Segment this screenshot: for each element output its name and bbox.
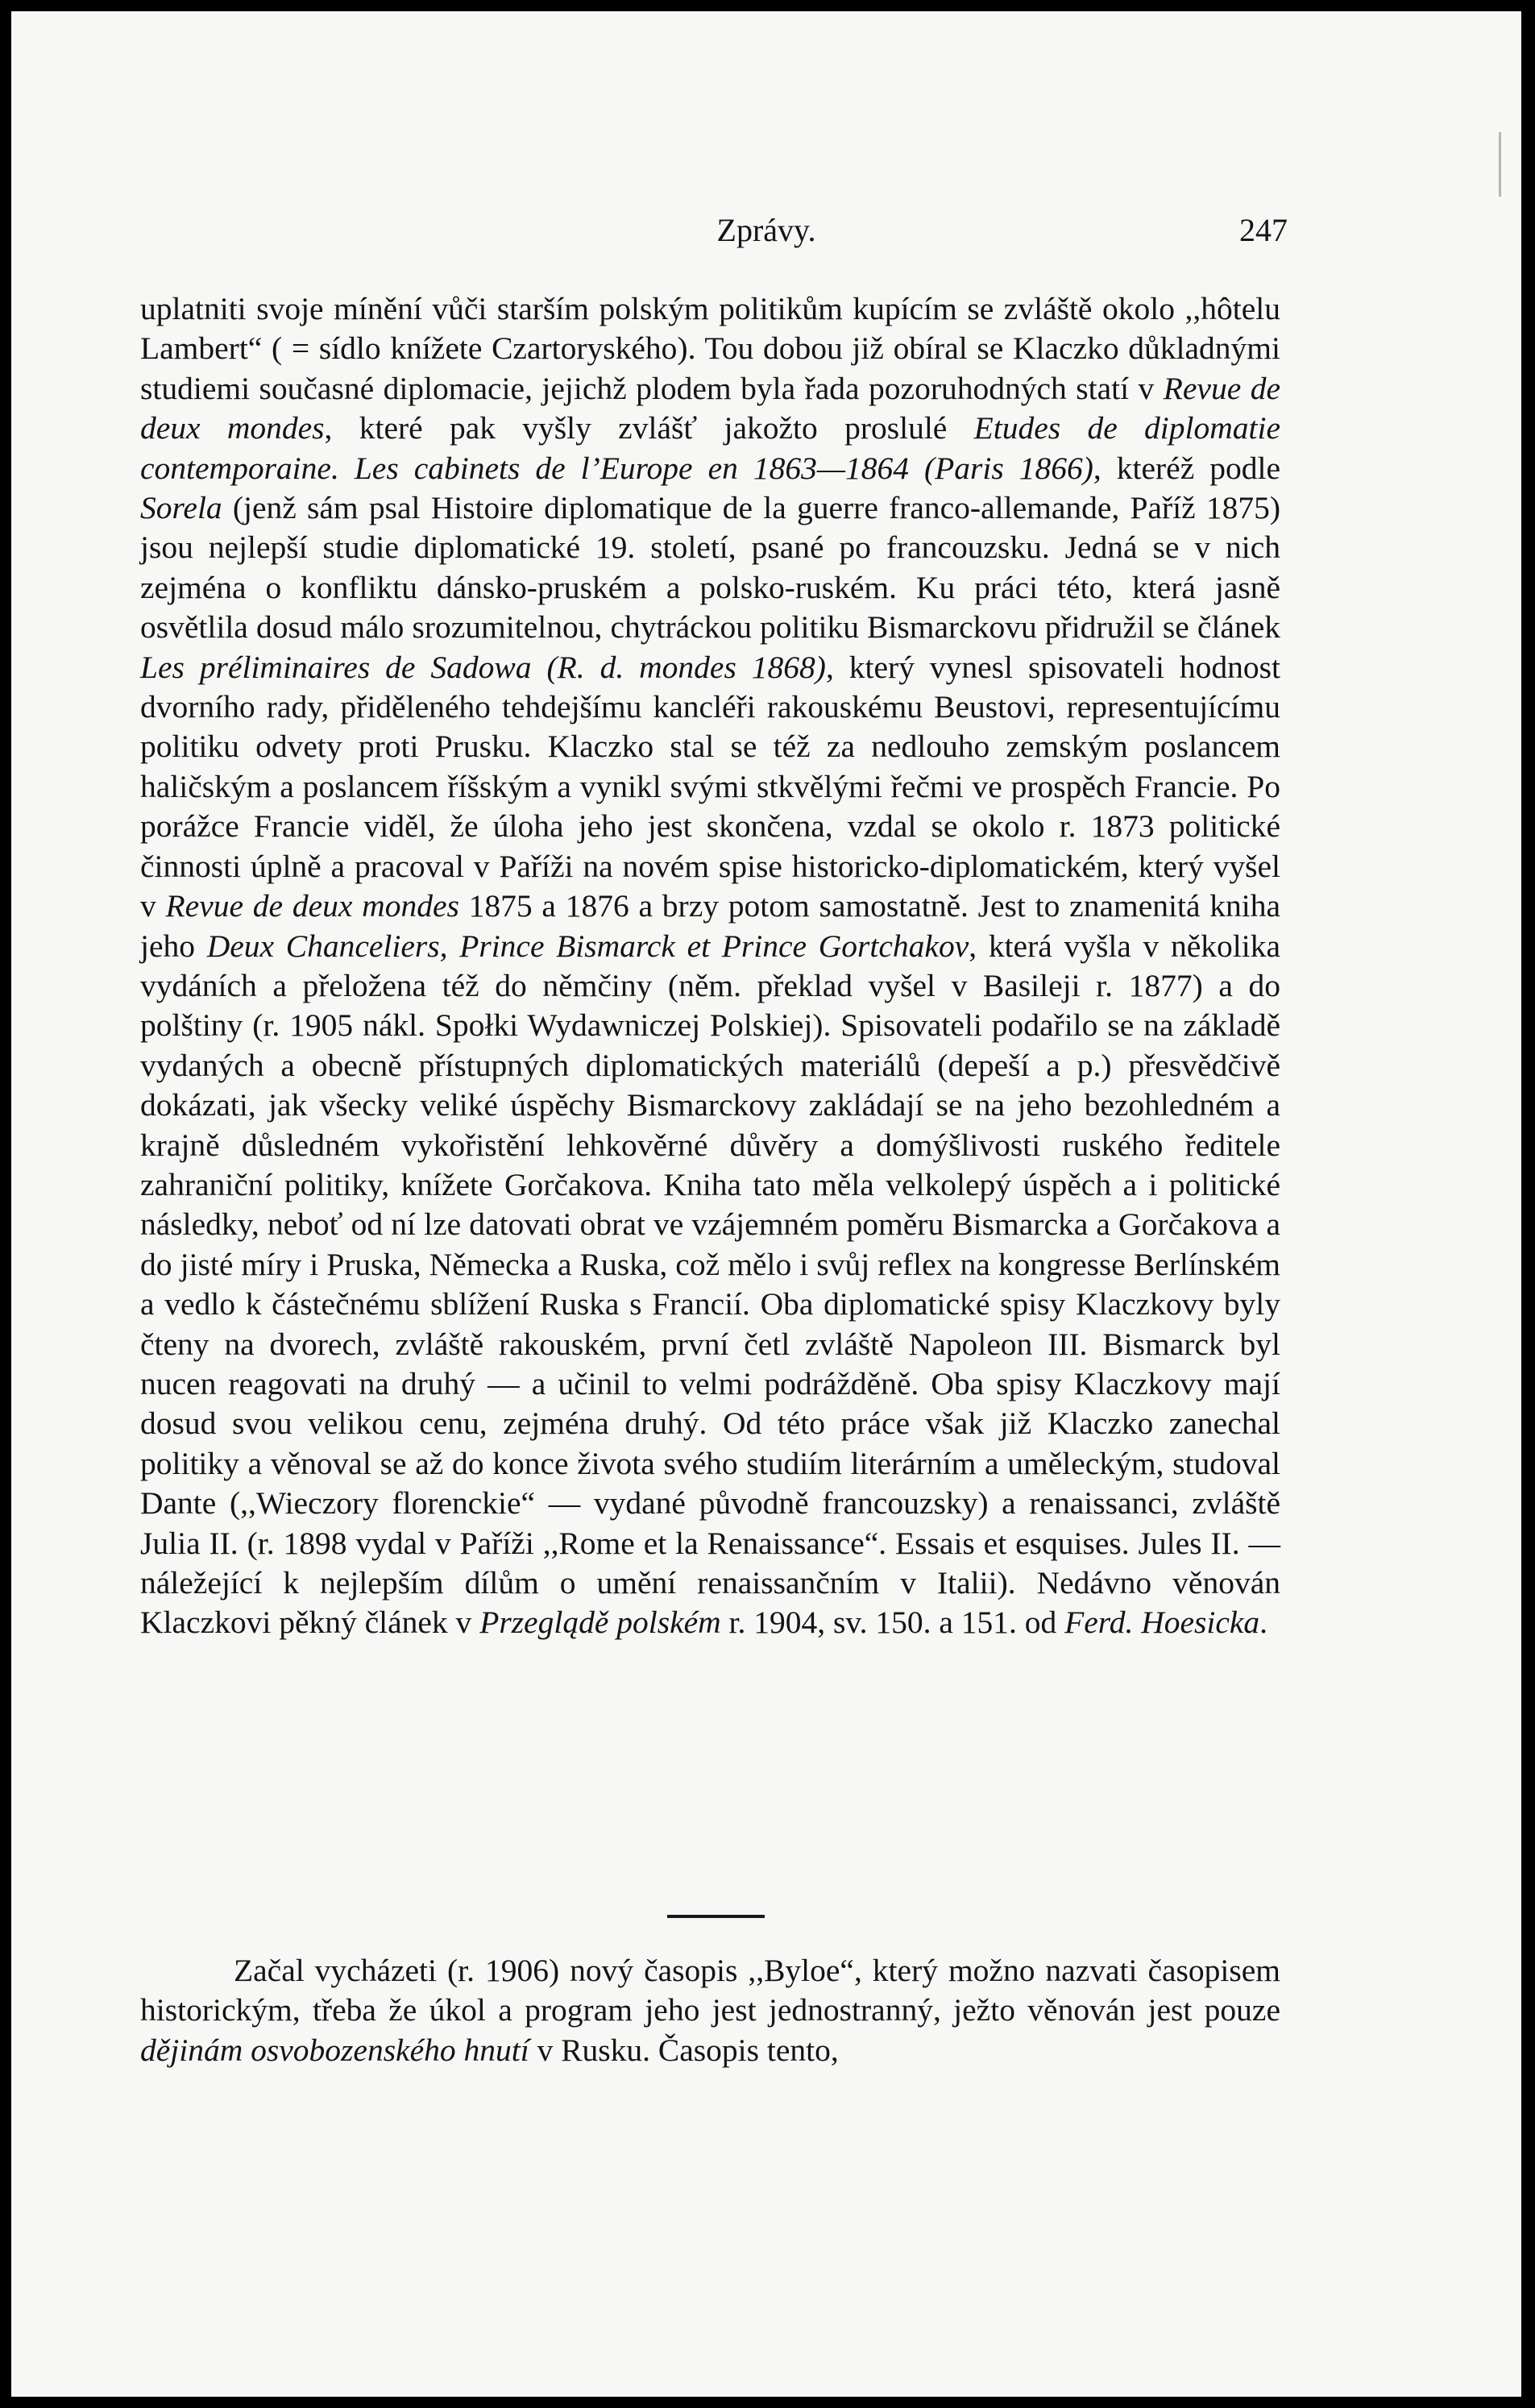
book-title: Deux Chanceliers, Prince Bismarck et Prince Gortchakov [206, 928, 969, 964]
running-title: Zprávy. [716, 212, 816, 248]
text-run: , který vynesl spisovateli hodnost dvorního rady, přiděleného tehdejšímu kancléři rakouskému Beustovi, representujícímu politiku odvety proti Prusku. Klaczko stal se též za nedlouho zemským poslancem haličským a poslancem říšským a vynikl svými stkvělými řečmi ve prospěch Francie. Po porážce Francie viděl, že úloha jeho jest skončena, vzdal se okolo r. 1873 politické činnosti úplně a pracoval v Paříži na novém spise historicko-diplomatickém, který vyšel v [140, 649, 1280, 924]
text-run: , které pak vyšly zvlášť jakožto proslulé [324, 410, 974, 446]
text-run: . [1259, 1605, 1268, 1641]
paragraph-text [140, 1951, 1280, 2070]
text-run: Začal vycházeti (r. 1906) nový časopis ,,Byloe“, který možno nazvati časopisem historickým, třeba že úkol a program jeho jest jednostranný, ježto věnován jest pouze [140, 1953, 1280, 2028]
text-run: , kteréž podle [1093, 450, 1281, 486]
author-name: Ferd. Hoesicka [1064, 1605, 1260, 1641]
article-paragraph-1 [140, 289, 1280, 1643]
book-title: Etudes de diplomatie contemporaine. Les cabinets de l’Europe en 1863—1864 (Paris 1866) [140, 410, 1280, 486]
page-number: 247 [1239, 212, 1288, 248]
paragraph-text [140, 289, 1280, 1643]
journal-title: Revue de deux mondes [140, 370, 1280, 446]
text-run: uplatniti svoje mínění vůči starším polským politikům kupícím se zvláště okolo ,,hôtelu Lambert“ ( = sídlo knížete Czartoryského). Tou dobou již obíral se Klaczko důkladnými studiemi současné diplomacie, jejichž plodem byla řada pozoruhodných statí v [140, 291, 1280, 406]
article-paragraph-2 [140, 1951, 1280, 2070]
text-run: , která vyšla v několika vydáních a přeložena též do němčiny (něm. překlad vyšel v Basileji r. 1877) a do polštiny (r. 1905 nákl. Społki Wydawniczej Polskiej). Spisovateli podařilo se na základě vydaných a obecně přístupných diplomatických materiálů (depeší a p.) přesvědčivě dokázati, jak všecky veliké úspěchy Bismarckovy zakládají se na jeho bezohledném a krajně důsledném vykořistění lehkověrné důvěry a domýšlivosti ruského ředitele zahraniční politiky, knížete Gorčakova. Kniha tato měla velkolepý úspěch a i politické následky, neboť od ní lze datovati obrat ve vzájemném poměru Bismarcka a Gorčakova a do jisté míry i Pruska, Německa a Ruska, což mělo i svůj reflex na kongresse Berlínském a vedlo k částečnému sblížení Ruska s Francií. Oba diplomatické spisy Klaczkovy byly čteny na dvorech, zvláště rakouském, první četl zvláště Napoleon III. Bismarck byl nucen reagovati na druhý — a učinil to velmi podrážděně. Oba spisy Klaczkovy mají dosud svou velikou cenu, zejména druhý. Od této práce však již Klaczko zanechal politiky a věnoval se až do konce života svého studiím literárním a uměleckým, studoval Dante (,,Wieczory florenckie“ — vydané původně francouzsky) a renaissanci, zvláště Julia II. (r. 1898 vydal v Paříži ,,Rome et la Renaissance“. Essais et esquises. Jules II. — náležející k nejlepším dílům o umění renaissančním v Italii). Nedávno věnován Klaczkovi pěkný článek v [140, 928, 1280, 1641]
page-header [11, 211, 1521, 259]
article-title: Les préliminaires de Sadowa (R. d. mondes 1868) [140, 649, 826, 685]
text-run: r. 1904, sv. 150. a 151. od [720, 1605, 1065, 1641]
text-run: (jenž sám psal Histoire diplomatique de la guerre franco-allemande, Paříž 1875) jsou nejlepší studie diplomatické 19. století, psané po francouzsku. Jedná se v nich zejména o konfliktu dánsko-pruském a polsko-ruském. Ku práci této, která jasně osvětlila dosud málo srozumitelnou, chytráckou politiku Bismarckovu přidružil se článek [140, 490, 1280, 646]
journal-title: Revue de deux mondes [165, 888, 459, 924]
journal-title: Przeglądě polském [479, 1605, 721, 1641]
author-name: Sorela [140, 490, 222, 526]
book-page [11, 11, 1521, 2397]
section-divider [667, 1915, 765, 1918]
page-edge-mark [1499, 132, 1501, 197]
text-run: 1875 a 1876 a brzy potom samostatně. Jest to znamenitá kniha jeho [140, 888, 1281, 964]
text-run: v Rusku. Časopis tento, [529, 2032, 839, 2068]
emphasis: dějinám osvobozenského hnutí [140, 2032, 529, 2068]
